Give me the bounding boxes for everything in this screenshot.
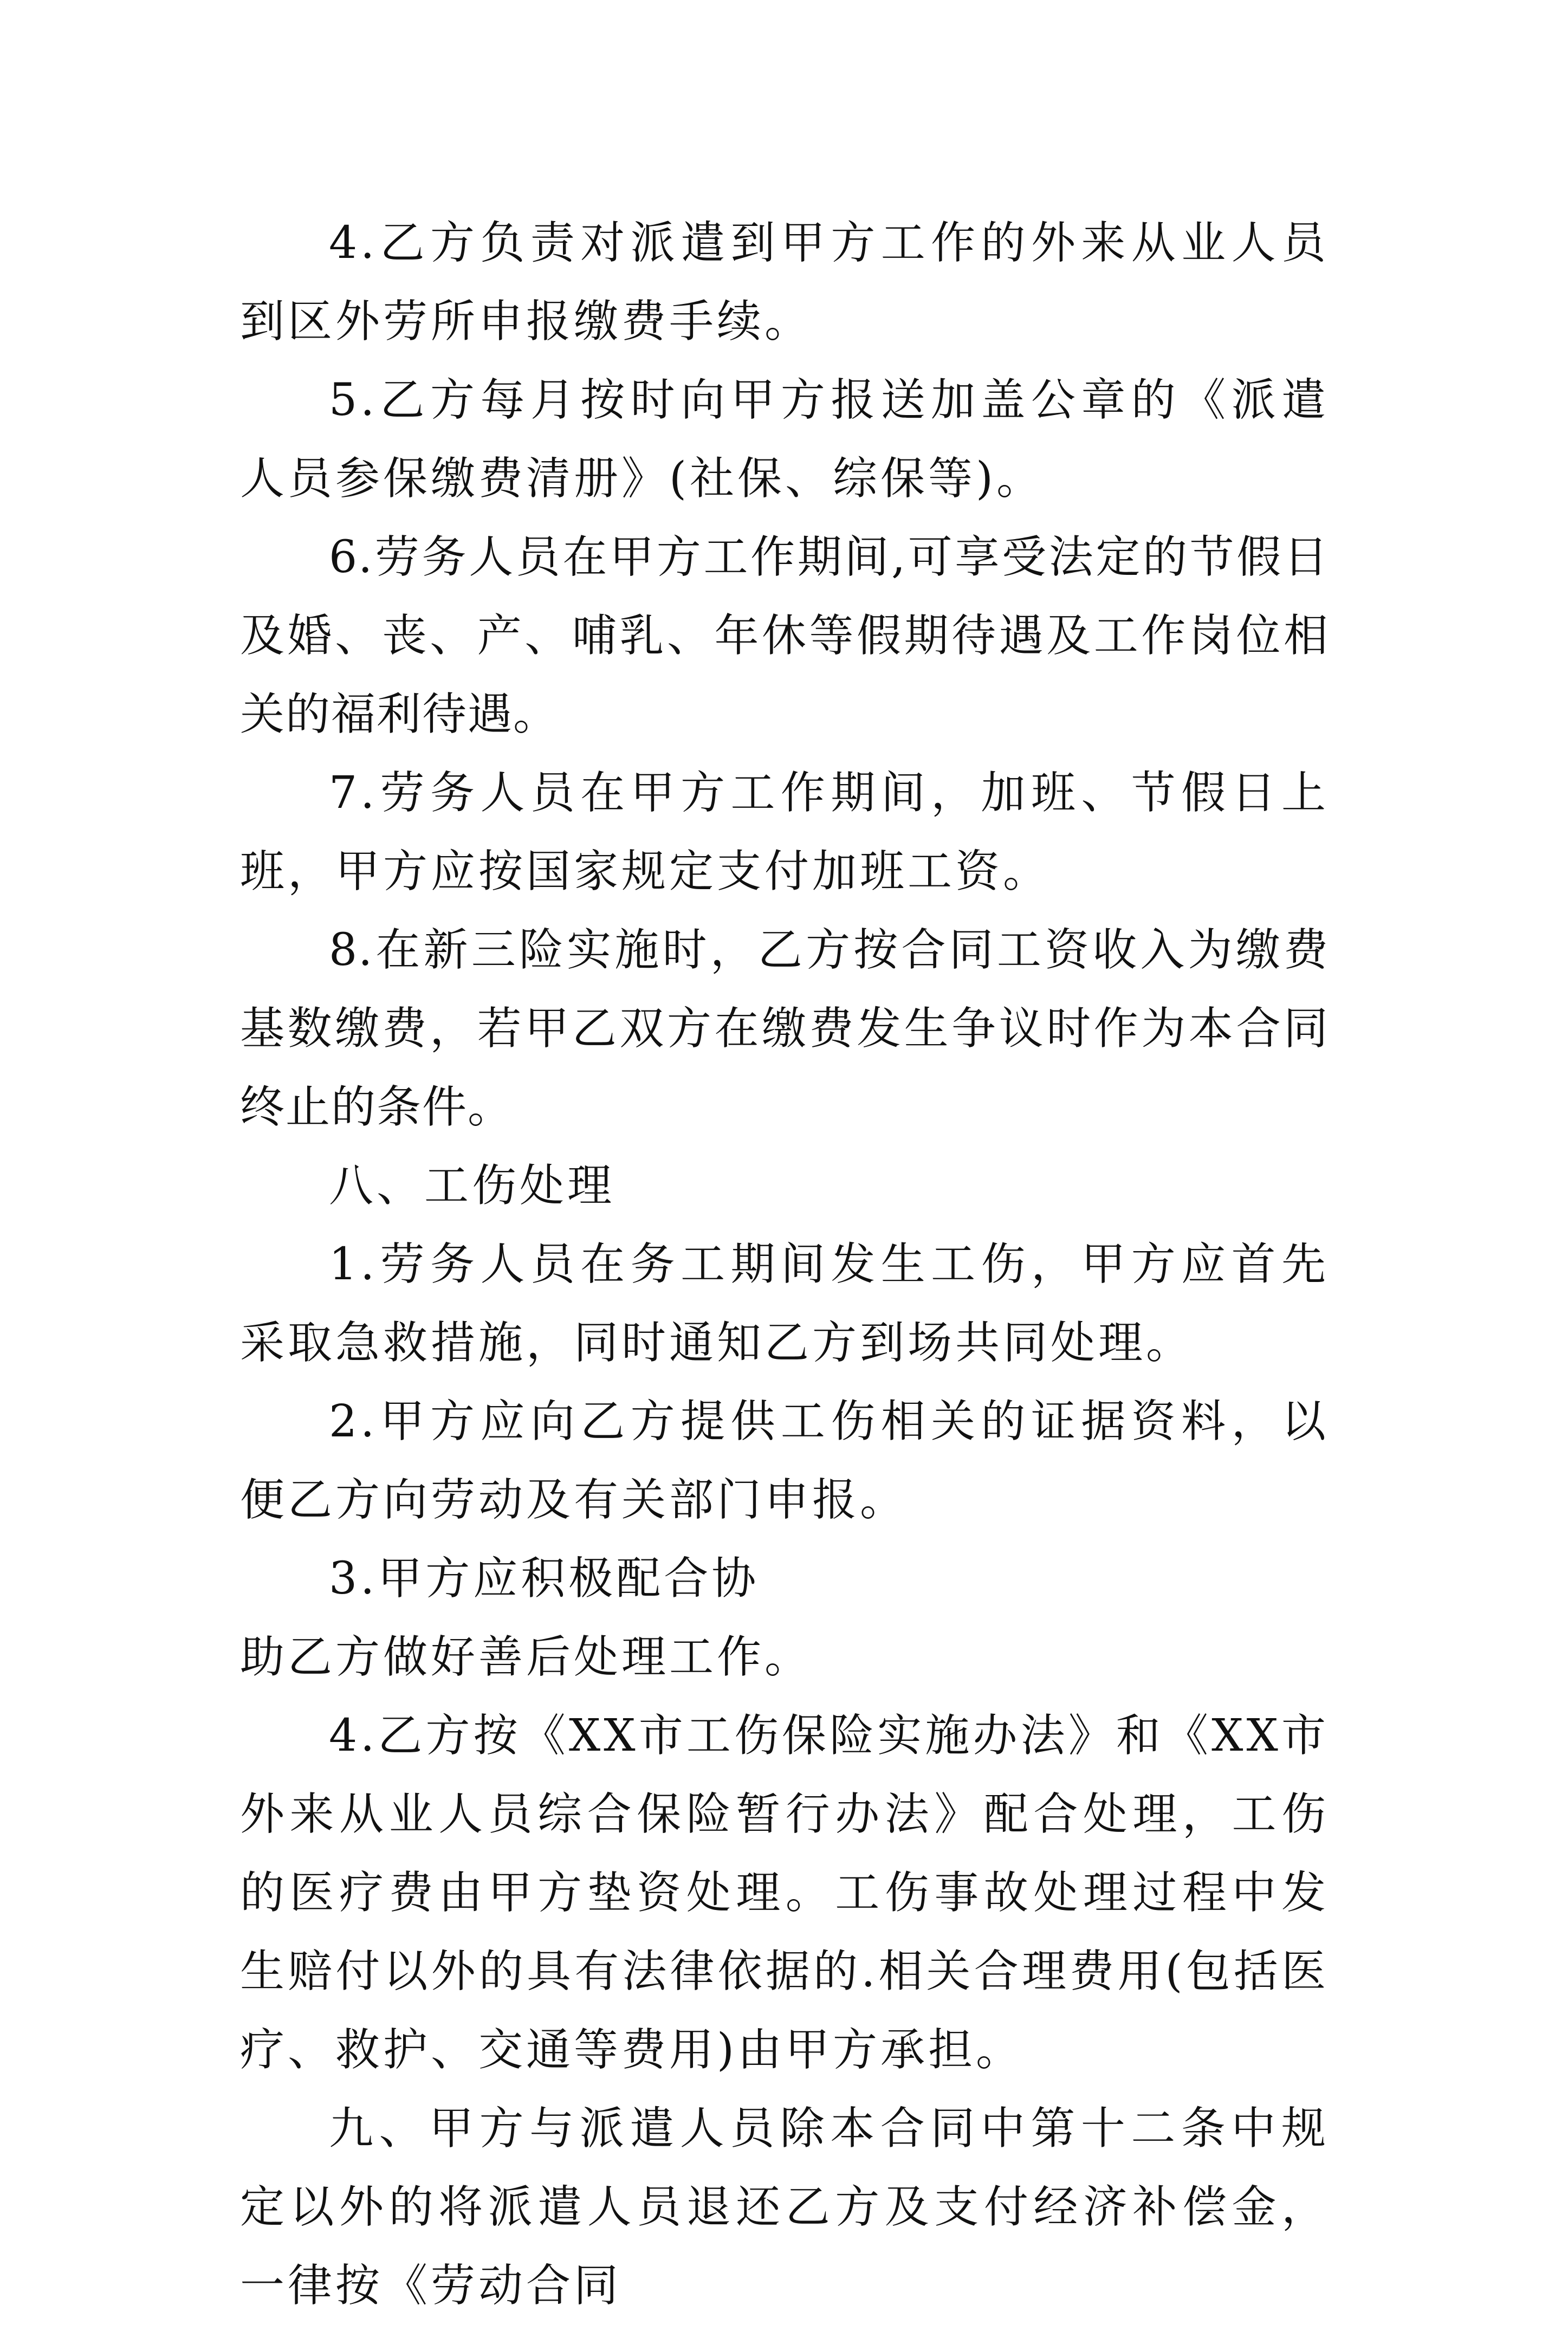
paragraph-injury-3-continued: 助乙方做好善后处理工作。 <box>240 1631 813 1683</box>
paragraph-injury-2: 2.甲方应向乙方提供工伤相关的证据资料，以便乙方向劳动及有关部门申报。 <box>240 1396 1329 1526</box>
document-body <box>240 204 1329 2325</box>
paragraph-injury-3: 3.甲方应积极配合协 <box>329 1553 760 1604</box>
paragraph-injury-1: 1.劳务人员在务工期间发生工伤，甲方应首先采取急救措施，同时通知乙方到场共同处理。 <box>240 1239 1329 1369</box>
section-nine-paragraph: 九、甲方与派遣人员除本合同中第十二条中规定以外的将派遣人员退还乙方及支付经济补偿金，一律按《劳动合同 <box>240 2103 1329 2311</box>
section-heading-work-injury: 八、工伤处理 <box>329 1160 615 1212</box>
paragraph-7-overtime: 7.劳务人员在甲方工作期间，加班、节假日上班，甲方应按国家规定支付加班工资。 <box>240 767 1329 897</box>
paragraph-5-payment-list: 5.乙方每月按时向甲方报送加盖公章的《派遣人员参保缴费清册》(社保、综保等)。 <box>240 374 1329 504</box>
paragraph-injury-4: 4.乙方按《XX市工伤保险实施办法》和《XX市外来从业人员综合保险暂行办法》配合处理，工伤的医疗费由甲方垫资处理。工伤事故处理过程中发生赔付以外的具有法律依据的.相关合理费用(包括医疗、救护、交通等费用)由甲方承担。 <box>240 1710 1329 2076</box>
paragraph-8-insurance: 8.在新三险实施时，乙方按合同工资收入为缴费基数缴费，若甲乙双方在缴费发生争议时作为本合同终止的条件。 <box>240 924 1329 1133</box>
paragraph-6-holidays: 6.劳务人员在甲方工作期间,可享受法定的节假日及婚、丧、产、哺乳、年休等假期待遇及工作岗位相关的福利待遇。 <box>240 532 1329 740</box>
paragraph-4-registration: 4.乙方负责对派遣到甲方工作的外来从业人员到区外劳所申报缴费手续。 <box>240 217 1329 347</box>
